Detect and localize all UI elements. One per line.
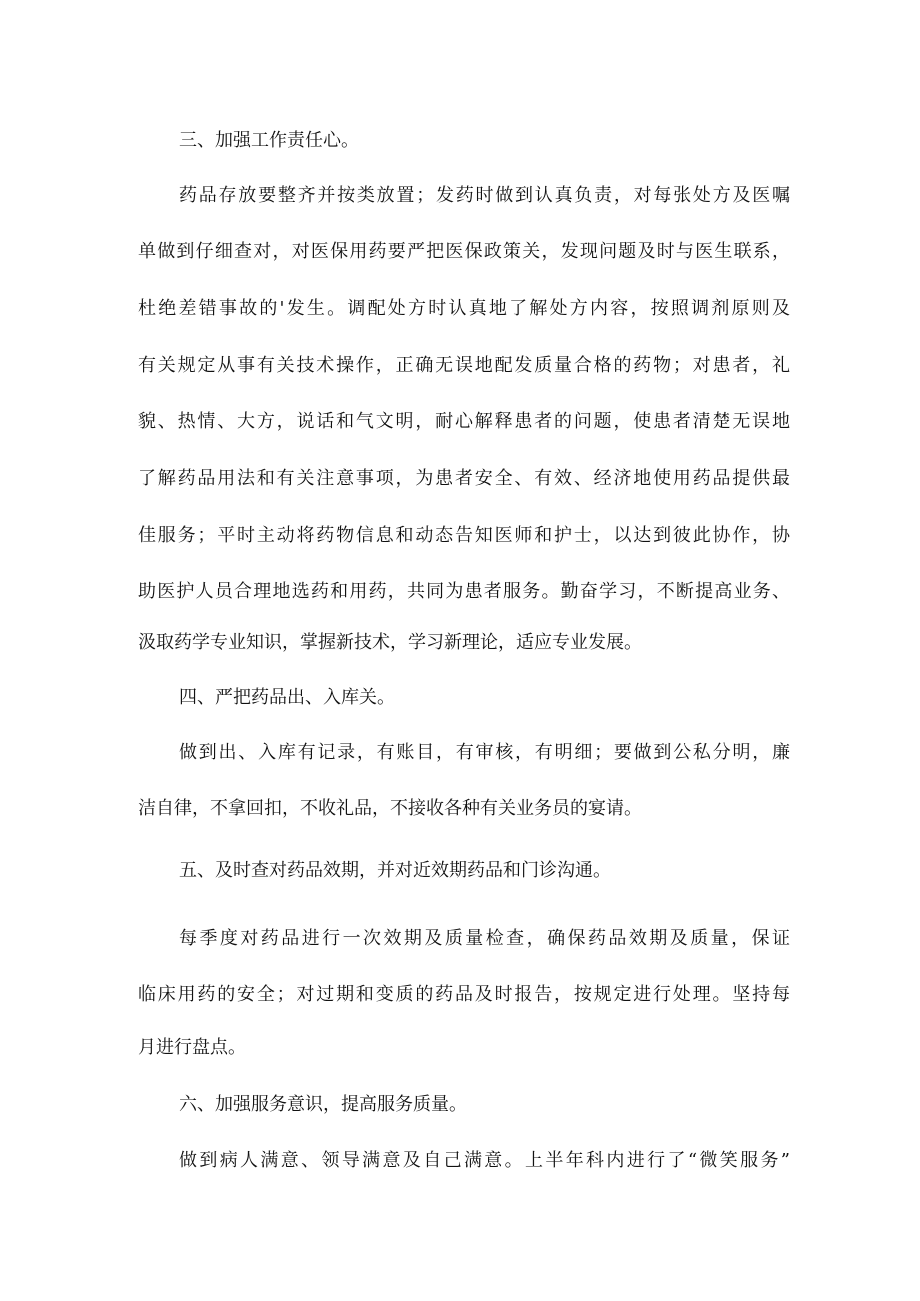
section-heading-6: 六、加强服务意识，提高服务质量。 <box>179 1094 467 1115</box>
paragraph-line: 药品存放要整齐并按类放置；发药时做到认真负责，对每张处方及医嘱 <box>179 185 790 206</box>
paragraph-line: 有关规定从事有关技术操作，正确无误地配发质量合格的药物；对患者，礼 <box>138 355 790 376</box>
section-heading-5: 五、及时查对药品效期，并对近效期药品和门诊沟通。 <box>179 860 611 881</box>
paragraph-line: 杜绝差错事故的'发生。调配处方时认真地了解处方内容，按照调剂原则及 <box>138 298 790 319</box>
paragraph-line: 佳服务；平时主动将药物信息和动态告知医师和护士，以达到彼此协作，协 <box>138 525 790 546</box>
paragraph-line: 临床用药的安全；对过期和变质的药品及时报告，按规定进行处理。坚持每 <box>138 984 790 1005</box>
paragraph-line: 每季度对药品进行一次效期及质量检查，确保药品效期及质量，保证 <box>179 928 790 949</box>
paragraph-line: 貌、热情、大方，说话和气文明，耐心解释患者的问题，使患者清楚无误地 <box>138 411 790 432</box>
paragraph-line: 单做到仔细查对，对医保用药要严把医保政策关，发现问题及时与医生联系， <box>138 241 790 262</box>
paragraph-line: 做到病人满意、领导满意及自己满意。上半年科内进行了“微笑服务” <box>179 1150 790 1171</box>
paragraph-line: 汲取药学专业知识，掌握新技术，学习新理论，适应专业发展。 <box>138 632 642 653</box>
section-heading-3: 三、加强工作责任心。 <box>179 130 359 151</box>
paragraph-line: 洁自律，不拿回扣，不收礼品，不接收各种有关业务员的宴请。 <box>138 798 642 819</box>
section-heading-4: 四、严把药品出、入库关。 <box>179 687 395 708</box>
paragraph-line: 助医护人员合理地选药和用药，共同为患者服务。勤奋学习，不断提高业务、 <box>138 581 790 602</box>
paragraph-line: 了解药品用法和有关注意事项，为患者安全、有效、经济地使用药品提供最 <box>138 468 790 489</box>
paragraph-line: 做到出、入库有记录，有账目，有审核，有明细；要做到公私分明，廉 <box>179 742 790 763</box>
paragraph-line: 月进行盘点。 <box>138 1037 246 1058</box>
